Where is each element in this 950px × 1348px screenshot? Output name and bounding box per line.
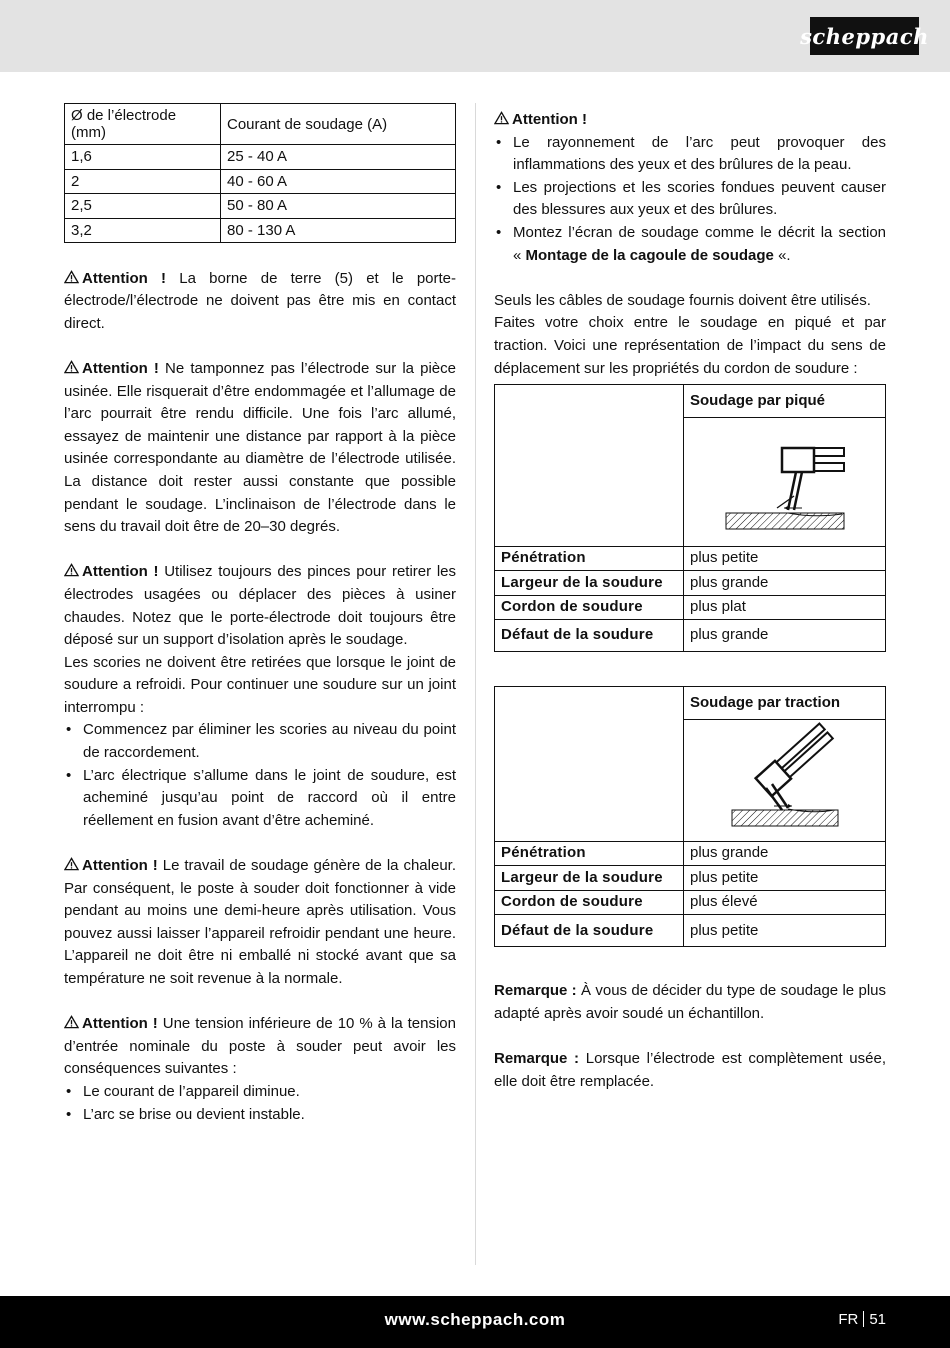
- column-divider: [475, 103, 476, 1265]
- property-label: Largeur de la soudure: [495, 571, 684, 596]
- page-indicator: [838, 1311, 886, 1328]
- table-row: [495, 866, 886, 891]
- empty-cell: [495, 687, 684, 842]
- list-item: • Commencez par éliminer les scories au niveau du point de raccordement.: [64, 719, 456, 764]
- paragraph: Les scories ne doivent être retirées que lorsque le joint de soudure a refroidi. Pour continuer une soudure sur un joint interrompu :: [64, 653, 456, 716]
- remark-paragraph: [494, 980, 886, 1025]
- property-label: Cordon de soudure: [495, 890, 684, 915]
- electrode-current-table: [64, 103, 456, 243]
- table-header-row: [495, 385, 886, 418]
- attention-label: Attention !: [82, 269, 167, 287]
- table-row: [65, 145, 456, 170]
- right-column: [494, 103, 886, 1093]
- table-cell: 3,2: [65, 218, 221, 243]
- push-welding-table: [494, 384, 886, 652]
- table-row: [495, 571, 886, 596]
- warning-paragraph: [64, 561, 456, 651]
- table-cell: 50 - 80 A: [221, 194, 456, 219]
- warning-heading: [494, 109, 886, 132]
- paragraph: Faites votre choix entre le soudage en piqué et par traction. Voici une représentation de l’impact du sens de déplacement sur les propriétés du cordon de soudure :: [494, 314, 886, 377]
- property-label: Pénétration: [495, 841, 684, 866]
- warning-icon: [64, 563, 79, 577]
- attention-label: Attention !: [82, 359, 159, 377]
- list-item: • Le courant de l’appareil diminue.: [64, 1081, 456, 1104]
- property-label: Cordon de soudure: [495, 595, 684, 620]
- property-value: plus petite: [684, 546, 886, 571]
- section-reference: Montage de la cagoule de soudage: [525, 246, 774, 264]
- attention-label: Attention !: [82, 857, 158, 875]
- left-column: [64, 103, 456, 1126]
- list-item: • Les projections et les scories fondues peuvent causer des blessures aux yeux et des brûlures.: [494, 177, 886, 222]
- list-item: • Le rayonnement de l’arc peut provoquer des inflammations des yeux et des brûlures de la peau.: [494, 132, 886, 177]
- table-row: [65, 218, 456, 243]
- attention-label: Attention !: [82, 1015, 158, 1033]
- table-title-cell: Soudage par piqué: [684, 385, 886, 418]
- bullet-list: [494, 132, 886, 268]
- pull-welding-table: [494, 686, 886, 947]
- property-label: Largeur de la soudure: [495, 866, 684, 891]
- table-row: [65, 194, 456, 219]
- table-header-cell: Courant de soudage (A): [221, 104, 456, 145]
- warning-paragraph: [64, 358, 456, 539]
- list-item-text: Montez l’écran de soudage comme le décrit la section «: [513, 223, 886, 264]
- empty-cell: [495, 385, 684, 547]
- table-row: [495, 915, 886, 947]
- property-value: plus petite: [684, 866, 886, 891]
- list-item-text: «.: [773, 246, 791, 264]
- table-header-row: [495, 687, 886, 720]
- table-row: [65, 169, 456, 194]
- remark-label: Remarque :: [494, 982, 577, 1000]
- pull-welding-diagram: [684, 720, 884, 833]
- warning-icon: [64, 270, 79, 284]
- property-label: Défaut de la soudure: [495, 620, 684, 652]
- table-title-cell: Soudage par traction: [684, 687, 886, 720]
- remark-label: Remarque :: [494, 1050, 580, 1068]
- bullet-list: [64, 1081, 456, 1126]
- list-item: • L’arc électrique s’allume dans le joint de soudure, est acheminé jusqu’au point de raccord où il entre réellement en fusion avant d’être acheminé.: [64, 765, 456, 833]
- bullet-list: [64, 719, 456, 832]
- pull-welding-illustration: [684, 720, 886, 842]
- attention-label: Attention !: [512, 111, 587, 128]
- table-header-row: [65, 104, 456, 145]
- warning-icon: [64, 360, 79, 374]
- paragraph-text: Une tension inférieure de 10 % à la tension d’entrée nominale du poste à souder peut avoir les conséquences suivantes :: [64, 1015, 456, 1078]
- table-cell: 2: [65, 169, 221, 194]
- paragraph-text: Le travail de soudage génère de la chaleur. Par conséquent, le poste à souder doit fonctionner à vide pendant au moins une demi-heure après utilisation. Vous pouvez aussi laisser l’appareil refroidir pendant une heure. L’appareil ne doit être ni emballé ni stocké avant que sa température ne soit revenue à la normale.: [64, 857, 457, 987]
- warning-icon: [64, 1015, 79, 1029]
- warning-icon: [494, 111, 509, 125]
- table-cell: 2,5: [65, 194, 221, 219]
- table-cell: 80 - 130 A: [221, 218, 456, 243]
- push-welding-illustration: [684, 418, 886, 547]
- brand-logo: scheppach: [810, 17, 919, 55]
- paragraph-text: Ne tamponnez pas l’électrode sur la pièce usinée. Elle risquerait d’être endommagée et l’allumage de l’arc pourrait être rendu difficile. Une fois l’arc allumé, essayez de maintenir une distance par rapport à la pièce usinée correspondante au diamètre de l’électrode utilisée. La distance doit rester aussi constante que possible pendant le soudage. L’inclinaison de l’électrode dans le sens du travail doit être de 20–30 degrés.: [64, 359, 456, 536]
- table-header-cell: Ø de l’électrode (mm): [65, 104, 221, 145]
- property-value: plus élevé: [684, 890, 886, 915]
- table-row: [495, 620, 886, 652]
- warning-paragraph: [64, 1013, 456, 1081]
- footer-bar: [0, 1296, 950, 1348]
- push-welding-diagram: [684, 418, 884, 538]
- property-value: plus petite: [684, 915, 886, 947]
- table-row: [495, 841, 886, 866]
- website-url: www.scheppach.com: [384, 1310, 566, 1329]
- table-row: [495, 546, 886, 571]
- paragraph: Seuls les câbles de soudage fournis doivent être utilisés.: [494, 291, 871, 309]
- paragraph-text: Utilisez toujours des pinces pour retirer les électrodes usagées ou déplacer des pièces à usiner chaudes. Notez que le porte-électrode doit toujours être déposé sur un support d’isolation après le soudage.: [64, 563, 457, 649]
- property-value: plus grande: [684, 571, 886, 596]
- table-row: [495, 595, 886, 620]
- property-value: plus grande: [684, 620, 886, 652]
- table-cell: 25 - 40 A: [221, 145, 456, 170]
- warning-paragraph: [64, 268, 456, 336]
- list-item: [494, 222, 886, 267]
- paragraph-text: Lorsque l’électrode est complètement usée, elle doit être remplacée.: [494, 1050, 886, 1090]
- remark-paragraph: [494, 1048, 886, 1093]
- property-value: plus plat: [684, 595, 886, 620]
- list-item: • L’arc se brise ou devient instable.: [64, 1104, 456, 1127]
- table-row: [495, 890, 886, 915]
- separator: [863, 1311, 864, 1327]
- language-code: FR: [838, 1311, 859, 1328]
- attention-label: Attention !: [82, 563, 159, 581]
- property-label: Pénétration: [495, 546, 684, 571]
- property-value: plus grande: [684, 841, 886, 866]
- paragraph-text: La borne de terre (5) et le porte-électrode/l’électrode ne doivent pas être mis en contact direct.: [64, 269, 457, 332]
- table-cell: 1,6: [65, 145, 221, 170]
- warning-icon: [64, 857, 79, 871]
- page-number: 51: [869, 1311, 886, 1328]
- property-label: Défaut de la soudure: [495, 915, 684, 947]
- paragraph-text: À vous de décider du type de soudage le plus adapté après avoir soudé un échantillon.: [494, 982, 886, 1022]
- header-bar: [0, 0, 950, 72]
- table-cell: 40 - 60 A: [221, 169, 456, 194]
- warning-paragraph: [64, 855, 456, 991]
